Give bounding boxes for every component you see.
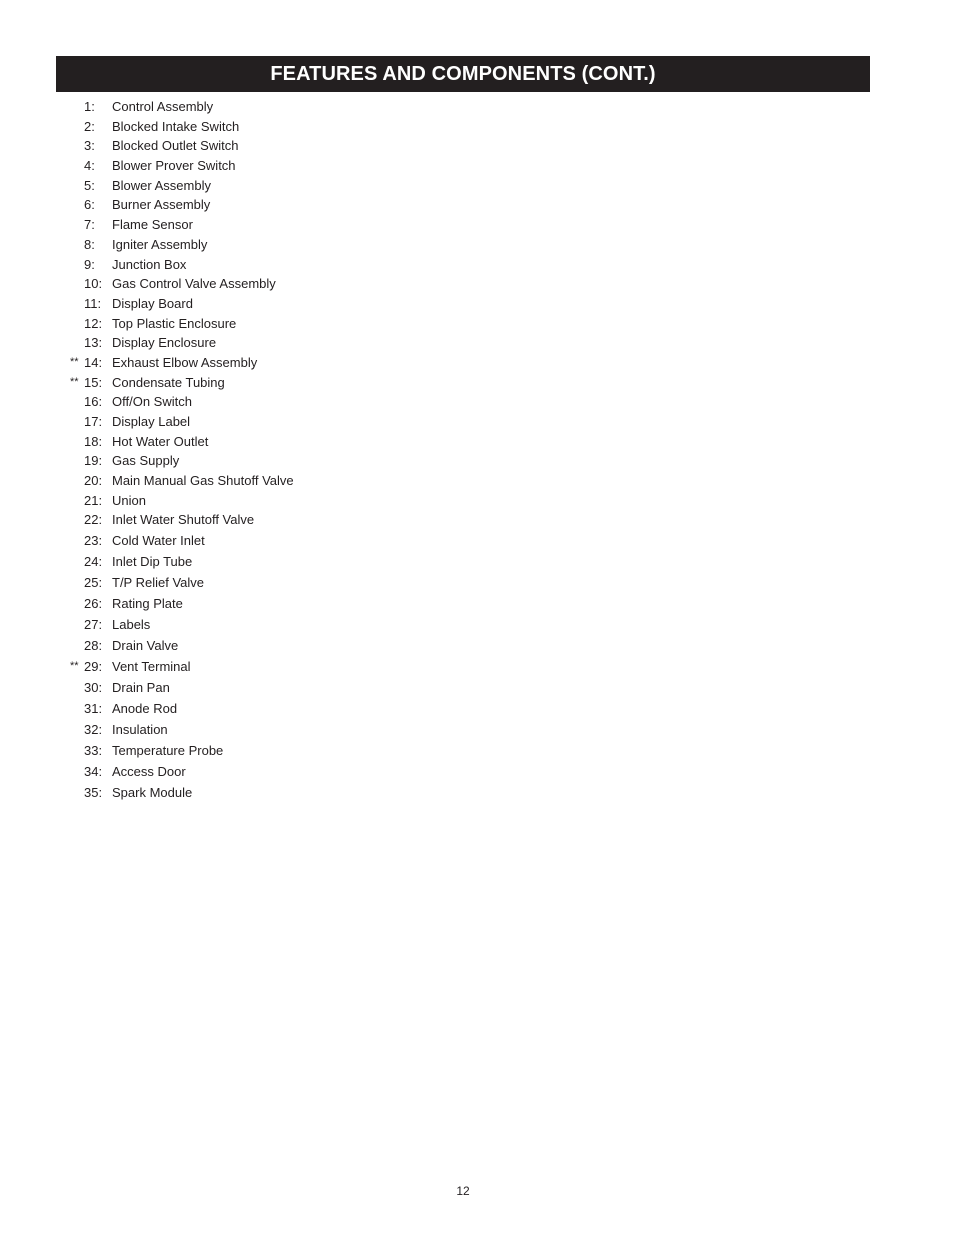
asterisk-marker: **	[70, 355, 79, 368]
item-name: Junction Box	[112, 256, 187, 272]
item-number: 19:	[84, 453, 103, 469]
item-number: 34:	[84, 764, 103, 780]
components-list	[0, 97, 600, 803]
item-name: Access Door	[112, 764, 186, 780]
item-number: 25:	[84, 575, 103, 591]
item-number: 8:	[84, 236, 95, 252]
list-item	[0, 510, 600, 530]
list-item	[0, 782, 600, 803]
list-item	[0, 314, 600, 334]
list-item	[0, 761, 600, 782]
item-name: Gas Control Valve Assembly	[112, 276, 276, 292]
item-name: Display Board	[112, 295, 193, 311]
list-item	[0, 491, 600, 511]
list-item	[0, 412, 600, 432]
list-item	[0, 353, 600, 373]
item-name: Gas Supply	[112, 453, 180, 469]
item-name: Insulation	[112, 722, 168, 738]
item-number: 5:	[84, 177, 95, 193]
item-name: Blocked Outlet Switch	[112, 138, 239, 154]
list-item	[0, 195, 600, 215]
item-number: 1:	[84, 99, 95, 114]
section-header-bar	[56, 56, 870, 92]
item-name: Cold Water Inlet	[112, 533, 205, 549]
item-number: 13:	[84, 335, 103, 351]
item-name: Display Enclosure	[112, 335, 217, 351]
item-number: 9:	[84, 256, 95, 272]
item-name: Anode Rod	[112, 701, 178, 717]
list-item	[0, 392, 600, 412]
item-number: 20:	[84, 473, 103, 489]
list-item	[0, 333, 600, 353]
item-number: 31:	[84, 701, 103, 717]
item-name: Drain Pan	[112, 680, 170, 696]
list-item	[0, 530, 600, 551]
list-item	[0, 572, 600, 593]
asterisk-marker: **	[70, 660, 79, 673]
list-item	[0, 677, 600, 698]
item-name: Union	[112, 492, 146, 508]
item-number: 24:	[84, 554, 103, 570]
asterisk-marker: **	[70, 375, 79, 388]
item-number: 26:	[84, 596, 103, 612]
list-item	[0, 97, 600, 117]
item-name: Top Plastic Enclosure	[112, 315, 237, 331]
item-name: Spark Module	[112, 785, 193, 801]
list-item	[0, 656, 600, 677]
list-item	[0, 136, 600, 156]
item-number: 12:	[84, 315, 103, 331]
item-number: 35:	[84, 785, 103, 801]
item-number: 32:	[84, 722, 103, 738]
item-name: Hot Water Outlet	[112, 433, 209, 449]
item-name: Condensate Tubing	[112, 374, 225, 390]
item-name: Burner Assembly	[112, 197, 211, 213]
list-item	[0, 156, 600, 176]
item-number: 28:	[84, 638, 103, 654]
item-number: 15:	[84, 374, 103, 390]
item-name: Off/On Switch	[112, 394, 192, 410]
item-name: Labels	[112, 617, 151, 633]
list-item	[0, 451, 600, 471]
item-number: 14:	[84, 354, 103, 370]
list-item	[0, 471, 600, 491]
list-item	[0, 176, 600, 196]
item-number: 10:	[84, 276, 103, 292]
item-number: 23:	[84, 533, 103, 549]
item-name: Drain Valve	[112, 638, 179, 654]
item-name: T/P Relief Valve	[112, 575, 205, 591]
item-name: Exhaust Elbow Assembly	[112, 354, 258, 370]
item-name: Flame Sensor	[112, 217, 193, 233]
list-item	[0, 551, 600, 572]
item-number: 2:	[84, 118, 95, 134]
item-number: 29:	[84, 659, 103, 675]
item-name: Rating Plate	[112, 596, 183, 612]
item-number: 22:	[84, 512, 103, 528]
item-number: 4:	[84, 158, 95, 174]
list-item	[0, 117, 600, 137]
list-item	[0, 740, 600, 761]
item-name: Igniter Assembly	[112, 236, 208, 252]
list-item	[0, 719, 600, 740]
list-item	[0, 635, 600, 656]
item-number: 30:	[84, 680, 103, 696]
item-name: Control Assembly	[112, 99, 214, 114]
item-name: Vent Terminal	[112, 659, 191, 675]
list-item	[0, 432, 600, 452]
item-number: 6:	[84, 197, 95, 213]
list-item	[0, 614, 600, 635]
item-number: 16:	[84, 394, 103, 410]
list-item	[0, 593, 600, 614]
item-number: 27:	[84, 617, 103, 633]
list-item	[0, 373, 600, 393]
item-name: Blower Assembly	[112, 177, 211, 193]
item-name: Inlet Dip Tube	[112, 554, 193, 570]
item-name: Blocked Intake Switch	[112, 118, 240, 134]
section-title: FEATURES AND COMPONENTS (CONT.)	[270, 62, 656, 85]
item-number: 33:	[84, 743, 103, 759]
page-number: 12	[456, 1184, 470, 1198]
item-number: 7:	[84, 217, 95, 233]
item-number: 21:	[84, 492, 103, 508]
item-name: Blower Prover Switch	[112, 158, 236, 174]
list-item	[0, 698, 600, 719]
item-number: 3:	[84, 138, 95, 154]
list-item	[0, 294, 600, 314]
item-name: Display Label	[112, 414, 191, 429]
list-item	[0, 255, 600, 275]
item-number: 17:	[84, 414, 103, 429]
item-number: 11:	[84, 295, 102, 311]
item-name: Main Manual Gas Shutoff Valve	[112, 473, 294, 489]
item-name: Temperature Probe	[112, 743, 224, 759]
item-number: 18:	[84, 433, 103, 449]
list-item	[0, 274, 600, 294]
list-item	[0, 215, 600, 235]
list-item	[0, 235, 600, 255]
item-name: Inlet Water Shutoff Valve	[112, 512, 255, 528]
